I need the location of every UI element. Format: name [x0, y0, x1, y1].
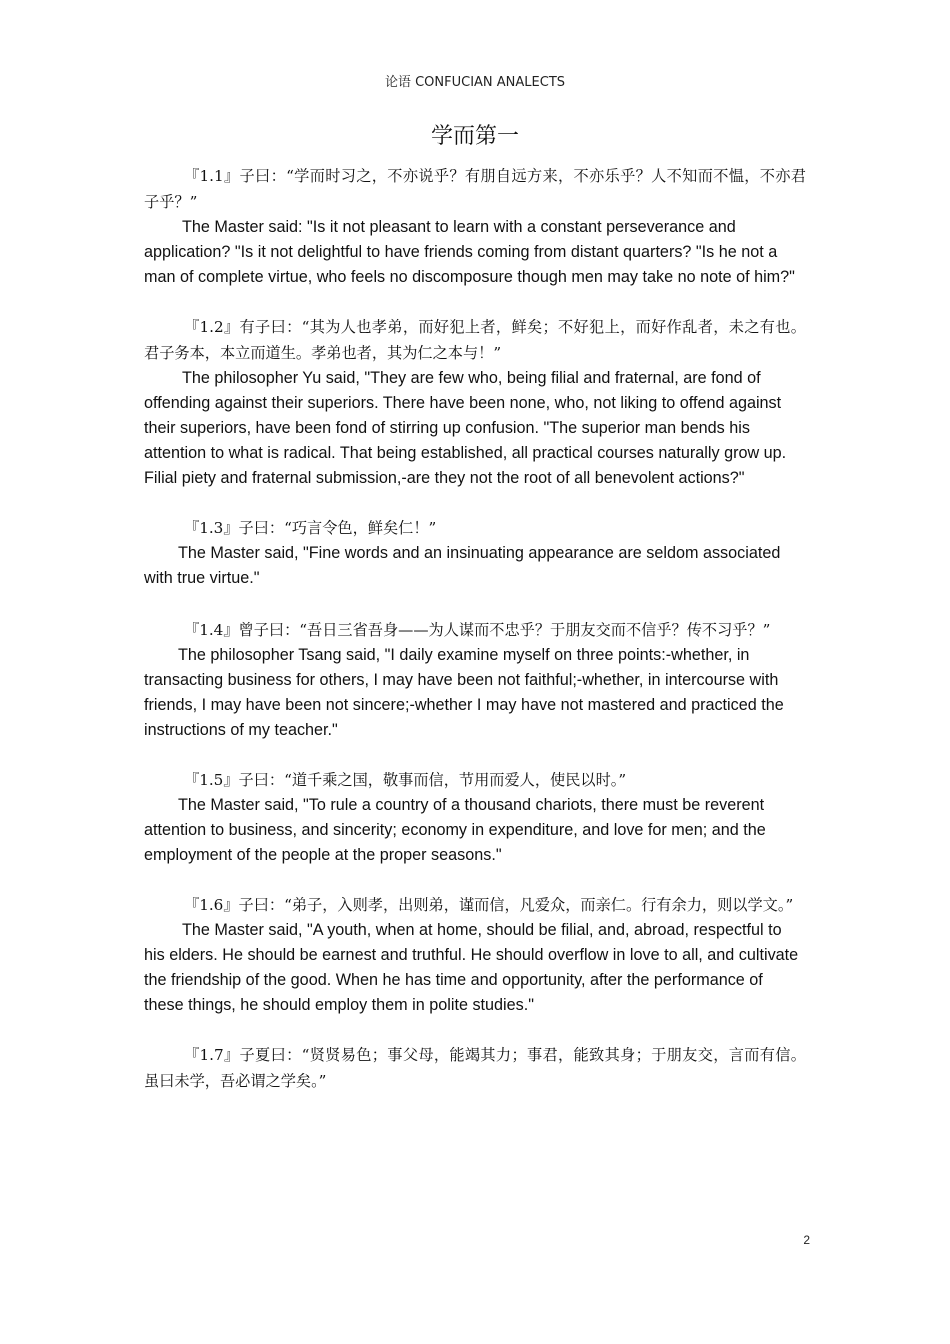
analects-entry-1-3	[144, 515, 806, 591]
chinese-text: 『1.5』子曰：“道千乘之国，敬事而信，节用而爱人，使民以时。”	[184, 771, 627, 789]
analects-entry-1-2	[144, 314, 806, 491]
analects-entry-1-1	[144, 163, 806, 290]
chinese-text: 『1.1』子曰：“学而时习之，不亦说乎？有朋自远方来，不亦乐乎？人不知而不愠，不亦君子乎？”	[144, 167, 806, 211]
running-header: 论语 CONFUCIAN ANALECTS	[384, 75, 566, 90]
analects-entry-1-6	[144, 892, 806, 1018]
chinese-text: 『1.7』子夏曰：“贤贤易色；事父母，能竭其力；事君，能致其身；于朋友交，言而有信。虽曰未学，吾必谓之学矣。”	[144, 1046, 806, 1090]
english-translation: The Master said, "Fine words and an insinuating appearance are seldom associated with true virtue."	[144, 544, 781, 587]
page-body	[144, 163, 806, 1118]
analects-entry-1-7	[144, 1042, 806, 1094]
analects-entry-1-5	[144, 767, 806, 868]
chapter-title: 学而第一	[430, 124, 519, 149]
chinese-text: 『1.2』有子曰：“其为人也孝弟，而好犯上者，鲜矣；不好犯上，而好作乱者，未之有也。君子务本，本立而道生。孝弟也者，其为仁之本与！”	[144, 318, 806, 362]
english-translation: The Master said, "A youth, when at home, should be filial, and, abroad, respectful to his elders. He should be earnest and truthful. He should overflow in love to all, and cultivate the friendship of the good. When he has time and opportunity, after the performance of these things, he should employ them in polite studies."	[144, 921, 799, 1014]
chinese-text: 『1.4』曾子曰：“吾日三省吾身——为人谋而不忠乎？于朋友交而不信乎？传不习乎？”	[184, 621, 771, 639]
english-translation: The philosopher Yu said, "They are few who, being filial and fraternal, are fond of offending against their superiors. There have been none, who, not liking to offend against their superiors, have been fond of stirring up confusion. "The superior man bends his attention to what is radical. That being established, all practical courses naturally grow up. Filial piety and fraternal submission,-are they not the root of all benevolent actions?"	[144, 369, 787, 487]
analects-entry-1-4	[144, 617, 806, 743]
chinese-text: 『1.6』子曰：“弟子，入则孝，出则弟，谨而信，凡爱众，而亲仁。行有余力，则以学文。”	[184, 896, 794, 914]
english-translation: The Master said, "To rule a country of a thousand chariots, there must be reverent attention to business, and sincerity; economy in expenditure, and love for men; and the employment of the people at the proper seasons."	[144, 796, 766, 864]
english-translation: The Master said: "Is it not pleasant to learn with a constant perseverance and application? "Is it not delightful to have friends coming from distant quarters? "Is he not a man of complete virtue, who feels no discomposure though men may take no note of him?"	[144, 218, 795, 286]
chinese-text: 『1.3』子曰：“巧言令色，鲜矣仁！”	[184, 519, 437, 537]
page-number: 2	[803, 1233, 810, 1247]
english-translation: The philosopher Tsang said, "I daily examine myself on three points:-whether, in transacting business for others, I may have been not faithful;-whether, in intercourse with friends, I may have been not sincere;-whether I may have not mastered and practiced the instructions of my teacher."	[144, 646, 784, 739]
